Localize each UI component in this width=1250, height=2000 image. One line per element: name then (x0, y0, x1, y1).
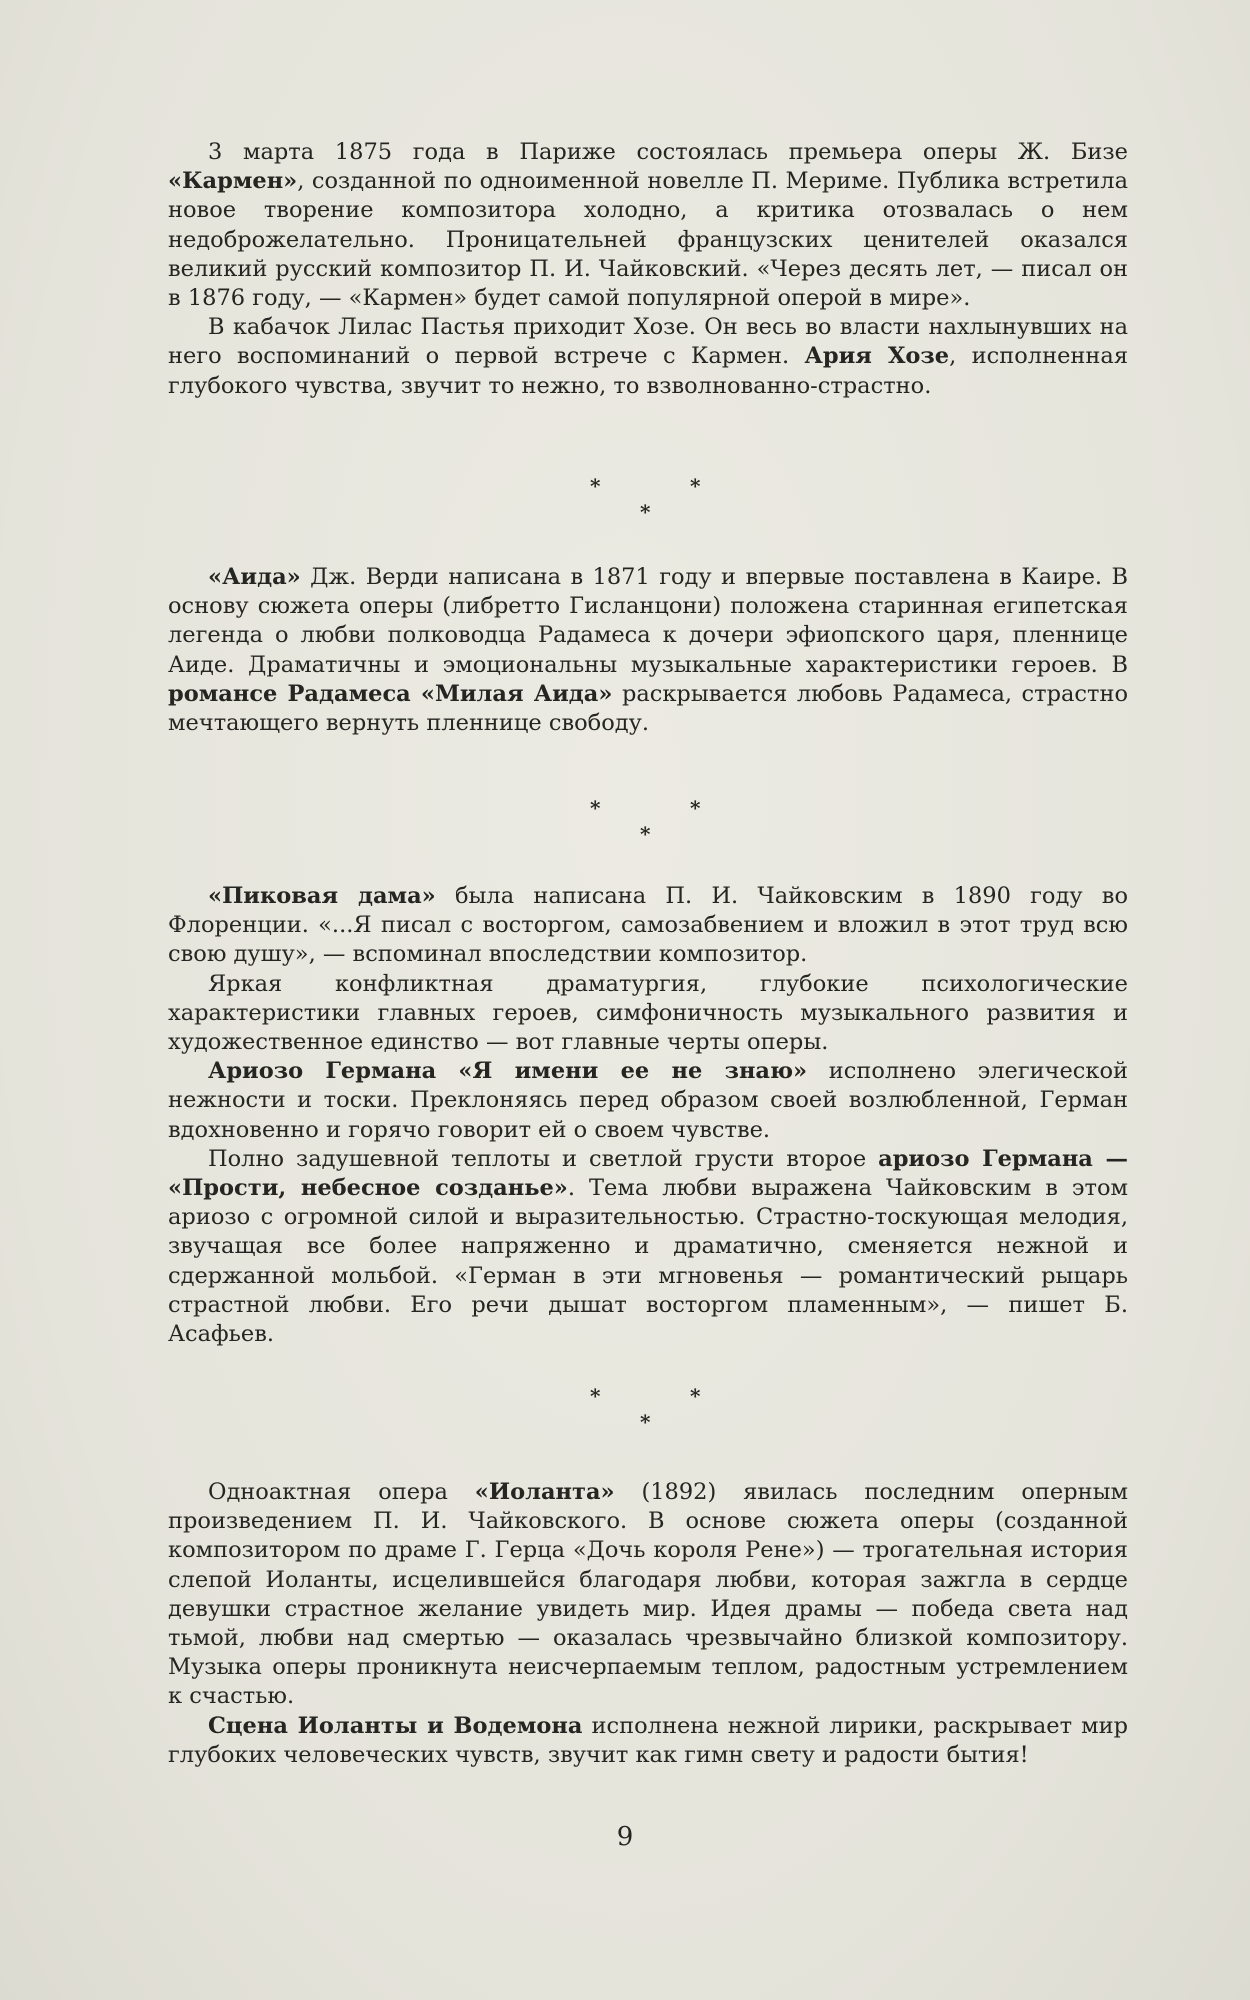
separator-star: * (690, 796, 701, 820)
paragraph: «Аида» Дж. Верди написана в 1871 году и впервые поставлена в Каире. В основу сюжета оперы (либретто Гисланцони) положена старинная египетская легенда о любви полководца Радамеса к дочери эфиопского царя, пленнице Аиде. Драматичны и эмоциональны музыкальные характеристики героев. В романсе Радамеса «Милая Аида» раскрывается любовь Радамеса, страстно мечтающего вернуть пленнице свободу. (168, 564, 1128, 737)
opera-title-iolanta: «Иоланта» (474, 1479, 615, 1505)
opera-title-carmen: «Кармен» (168, 168, 298, 195)
romance-title-radames: романсе Радамеса «Милая Аида» (168, 680, 613, 707)
page-number: 9 (616, 1822, 634, 1852)
separator-star: * (640, 1410, 651, 1434)
paragraph: В кабачок Лилас Пастья приходит Хозе. Он весь во власти нахлынувших на него воспоминаний о первой встрече с Кармен. Ария Хозе, исполненная глубокого чувства, звучит то нежно, то взволнованно-страстно. (168, 314, 1129, 399)
section-separator (560, 1386, 720, 1436)
separator-star: * (690, 474, 701, 498)
separator-star: * (590, 796, 601, 820)
section-separator (560, 476, 720, 526)
separator-star: * (590, 1384, 601, 1408)
separator-star: * (640, 500, 651, 524)
opera-title-pikovaya-dama: «Пиковая дама» (208, 883, 436, 909)
paragraph: Сцена Иоланты и Водемона исполнена нежной лирики, раскрывает мир глубоких человеческих чувств, звучит как гимн свету и радости бытия! (168, 1712, 1128, 1768)
aria-title-jose: Ария Хозе (804, 343, 950, 370)
arioso-title-herman-2: ариозо Германа — «Прости, небесное созданье» (168, 1145, 1128, 1202)
separator-star: * (640, 822, 651, 846)
section-aida (168, 563, 1128, 738)
section-separator (560, 798, 720, 848)
paragraph: Одноактная опера «Иоланта» (1892) явилась последним оперным произведением П. И. Чайковского. В основе сюжета оперы (созданной композитором по драме Г. Герца «Дочь короля Рене») — трогательная история слепой Иоланты, исцелившейся благодаря любви, которая зажгла в сердце девушки страстное желание увидеть мир. Идея драмы — победа света над тьмой, любви над смертью — оказалась чрезвычайно близкой композитору. Музыка оперы проникнута неисчерпаемым теплом, радостным устремлением к счастью. (168, 1479, 1129, 1710)
paragraph: Яркая конфликтная драматургия, глубокие психологические характеристики главных героев, симфоничность музыкального развития и художественное единство — вот главные черты оперы. (168, 970, 1128, 1056)
scene-title-iolanta-vaudemont: Сцена Иоланты и Водемона (208, 1712, 583, 1739)
section-carmen (168, 138, 1128, 401)
opera-title-aida: «Аида» (208, 564, 301, 590)
section-iolanta (168, 1478, 1128, 1770)
separator-star: * (590, 474, 601, 498)
paragraph: «Пиковая дама» была написана П. И. Чайковским в 1890 году во Флоренции. «...Я писал с восторгом, самозабвением и вложил в этот труд всю свою душу», — вспоминал впоследствии композитор. (168, 883, 1128, 968)
paragraph: Полно задушевной теплоты и светлой грусти второе ариозо Германа — «Прости, небесное созданье». Тема любви выражена Чайковским в этом ариозо с огромной силой и выразительностью. Страстно-тоскующая мелодия, звучащая все более напряженно и драматично, сменяется нежной и сдержанной мольбой. «Герман в эти мгновенья — романтический рыцарь страстной любви. Его речи дышат восторгом пламенным», — пишет Б. Асафьев. (168, 1145, 1128, 1348)
section-pikovaya-dama (168, 882, 1128, 1349)
arioso-title-herman-1: Ариозо Германа «Я имени ее не знаю» (208, 1058, 808, 1085)
paragraph: Ариозо Германа «Я имени ее не знаю» исполнено элегической нежности и тоски. Преклоняясь перед образом своей возлюбленной, Герман вдохновенно и горячо говорит ей о своем чувстве. (168, 1058, 1129, 1143)
separator-star: * (690, 1384, 701, 1408)
paragraph: 3 марта 1875 года в Париже состоялась премьера оперы Ж. Бизе «Кармен», созданной по одноименной новелле П. Мериме. Публика встретила новое творение композитора холодно, а критика отозвалась о нем недоброжелательно. Проницательней французских ценителей оказался великий русский композитор П. И. Чайковский. «Через десять лет, — писал он в 1876 году, — «Кармен» будет самой популярной оперой в мире». (168, 139, 1128, 312)
